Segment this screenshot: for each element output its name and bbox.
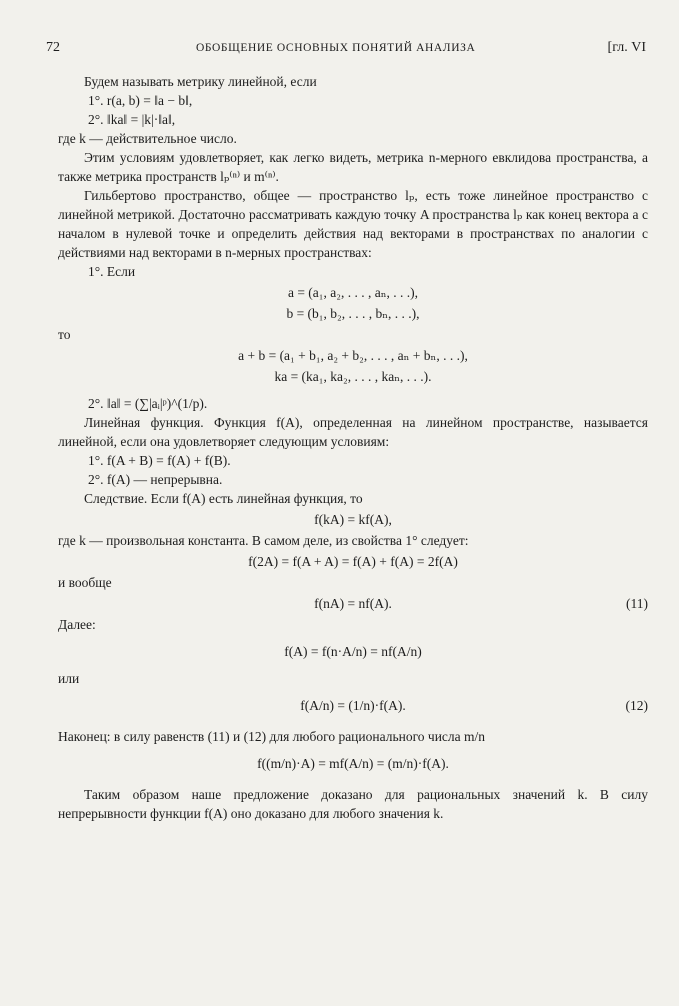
equation-a: a = (a₁, a₂, . . . , aₙ, . . .), xyxy=(287,285,419,300)
running-title: ОБОБЩЕНИЕ ОСНОВНЫХ ПОНЯТИЙ АНАЛИЗА xyxy=(196,42,476,54)
equation-fa-over-n: f(A/n) = (1/n)·f(A). xyxy=(300,698,406,713)
paragraph-arbitrary-constant: где k — произвольная константа. В самом деле, из свойства 1° следует: xyxy=(58,533,469,548)
equation-number-12: (12) xyxy=(625,698,648,713)
condition-1-additive: 1°. f(A + B) = f(A) + f(B). xyxy=(88,453,231,468)
condition-2-metric: 2°. ‖ka‖ = |k|·‖a‖, xyxy=(88,112,176,127)
word-further: Далее: xyxy=(58,617,96,632)
paragraph-linear-function: Линейная функция. Функция f(A), определенная на линейном пространстве, называется линейной, если она удовлетворяет следующим условиям: xyxy=(58,415,648,449)
paragraph-finally: Наконец: в силу равенств (11) и (12) для любого рационального числа m/n xyxy=(58,729,486,744)
paragraph-hilbert: Гильбертово пространство, общее — пространство lₚ, есть тоже линейное пространство с линейной метрикой. Достаточно рассматривать каждую точку A пространства lₚ как конец вектора a с началом в нулевой точке и определить действия над векторами в пространствах по аналогии с действиями над векторами в n-мерных пространствах: xyxy=(58,188,648,260)
page-header xyxy=(46,38,646,58)
equation-f2a: f(2A) = f(A + A) = f(A) + f(A) = 2f(A) xyxy=(248,554,458,569)
equation-b: b = (b₁, b₂, . . . , bₙ, . . .), xyxy=(286,306,420,321)
page-number: 72 xyxy=(46,40,60,55)
equation-fna: f(nA) = nf(A). xyxy=(314,596,392,611)
equation-rational: f((m/n)·A) = mf(A/n) = (m/n)·f(A). xyxy=(257,756,449,771)
paragraph-k-real: где k — действительное число. xyxy=(58,131,237,146)
equation-fa: f(A) = f(n·A/n) = nf(A/n) xyxy=(284,644,422,659)
equation-number-11: (11) xyxy=(626,596,648,611)
word-or: или xyxy=(58,671,80,686)
paragraph-conclusion: Таким образом наше предложение доказано для рациональных значений k. В силу непрерывности функции f(A) оно доказано для любого значения k. xyxy=(58,787,648,821)
item-2-norm: 2°. ‖a‖ = (∑|aᵢ|ᵖ)^(1/p). xyxy=(88,396,208,411)
paragraph-euclidean: Этим условиям удовлетворяет, как легко видеть, метрика n-мерного евклидова пространства, а также метрика пространств lₚ⁽ⁿ⁾ и m⁽ⁿ⁾. xyxy=(58,150,648,184)
condition-1-metric: 1°. r(a, b) = ‖a − b‖, xyxy=(88,93,193,108)
condition-2-continuous: 2°. f(A) — непрерывна. xyxy=(88,472,223,487)
word-then: то xyxy=(58,327,71,342)
equation-sum: a + b = (a₁ + b₁, a₂ + b₂, . . . , aₙ + bₙ, . . .), xyxy=(238,348,468,363)
phrase-and-generally: и вообще xyxy=(58,575,112,590)
paragraph-corollary: Следствие. Если f(A) есть линейная функция, то xyxy=(84,491,363,506)
equation-11-row xyxy=(58,594,648,613)
equation-12-row xyxy=(58,696,648,715)
item-1-if: 1°. Если xyxy=(88,264,136,279)
equation-ka: ka = (ka₁, ka₂, . . . , kaₙ, . . .). xyxy=(274,369,432,384)
equation-fk: f(kA) = kf(A), xyxy=(314,512,392,527)
paragraph-linear-metric-intro: Будем называть метрику линейной, если xyxy=(84,74,317,89)
page-body xyxy=(58,72,648,823)
chapter-label: [гл. VI xyxy=(607,40,646,55)
